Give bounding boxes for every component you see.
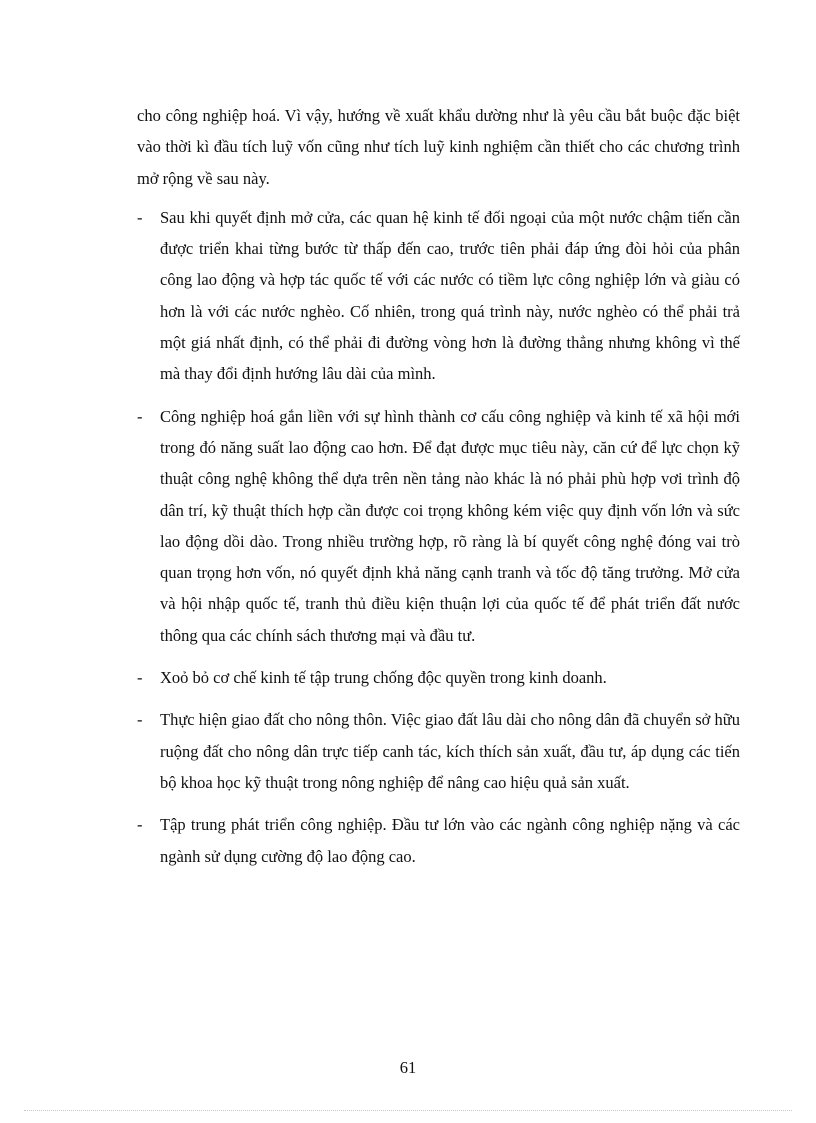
bullet-dash: - <box>137 406 143 426</box>
footer-divider <box>24 1110 792 1111</box>
list-item <box>137 401 740 651</box>
list-item <box>137 704 740 798</box>
bullet-dash: - <box>137 668 143 688</box>
bullet-dash: - <box>137 710 143 730</box>
list-item-text: Tập trung phát triển công nghiệp. Đầu tư lớn vào các ngành công nghiệp nặng và các ngành sử dụng cường độ lao động cao. <box>160 815 740 866</box>
intro-paragraph: cho công nghiệp hoá. Vì vậy, hướng về xuất khẩu dường như là yêu cầu bắt buộc đặc biệt vào thời kì đầu tích luỹ vốn cũng như tích luỹ kinh nghiệm cần thiết cho các chương trình mở rộng về sau này. <box>137 106 740 188</box>
bullet-list <box>137 202 740 872</box>
page-number: 61 <box>399 1058 417 1077</box>
list-item <box>137 202 740 390</box>
list-item-text: Xoỏ bỏ cơ chế kinh tế tập trung chống độc quyền trong kinh doanh. <box>160 668 607 688</box>
bullet-dash: - <box>137 815 143 835</box>
bullet-dash: - <box>137 207 143 227</box>
list-item-text: Thực hiện giao đất cho nông thôn. Việc giao đất lâu dài cho nông dân đã chuyển sở hữu ruộng đất cho nông dân trực tiếp canh tác, kích thích sản xuất, đầu tư, áp dụng các tiến bộ khoa học kỹ thuật trong nông nghiệp để nâng cao hiệu quả sản xuất. <box>160 710 740 792</box>
body-content <box>137 100 740 883</box>
list-item <box>137 809 740 872</box>
list-item-text: Sau khi quyết định mở cửa, các quan hệ kinh tế đối ngoại của một nước chậm tiến cần được triển khai từng bước từ thấp đến cao, trước tiên phải đáp ứng đòi hỏi của phân công lao động và hợp tác quốc tế với các nước có tiềm lực công nghiệp lớn và giàu có hơn là với các nước nghèo. Cố nhiên, trong quá trình này, nước nghèo có thể phải trả một giá nhất định, có thể phải đi đường vòng hơn là đường thẳng nhưng không vì thế mà thay đổi định hướng lâu dài của mình. <box>160 207 740 384</box>
list-item <box>137 662 740 693</box>
list-item-text: Công nghiệp hoá gắn liền với sự hình thành cơ cấu công nghiệp và kinh tế xã hội mới trong đó năng suất lao động cao hơn. Để đạt được mục tiêu này, căn cứ để lực chọn kỹ thuật công nghệ không thể dựa trên nền tảng nào khác là nó phải phù hợp vơi trình độ dân trí, kỹ thuật thích hợp cần được coi trọng không kém việc quy định vốn lớn và sức lao động dồi dào. Trong nhiều trường hợp, rõ ràng là bí quyết công nghệ đóng vai trò quan trọng hơn vốn, nó quyết định khả năng cạnh tranh và tốc độ tăng trưởng. Mở cửa và hội nhập quốc tế, tranh thủ điều kiện thuận lợi của quốc tế để phát triển đất nước thông qua các chính sách thương mại và đầu tư. <box>160 406 740 645</box>
